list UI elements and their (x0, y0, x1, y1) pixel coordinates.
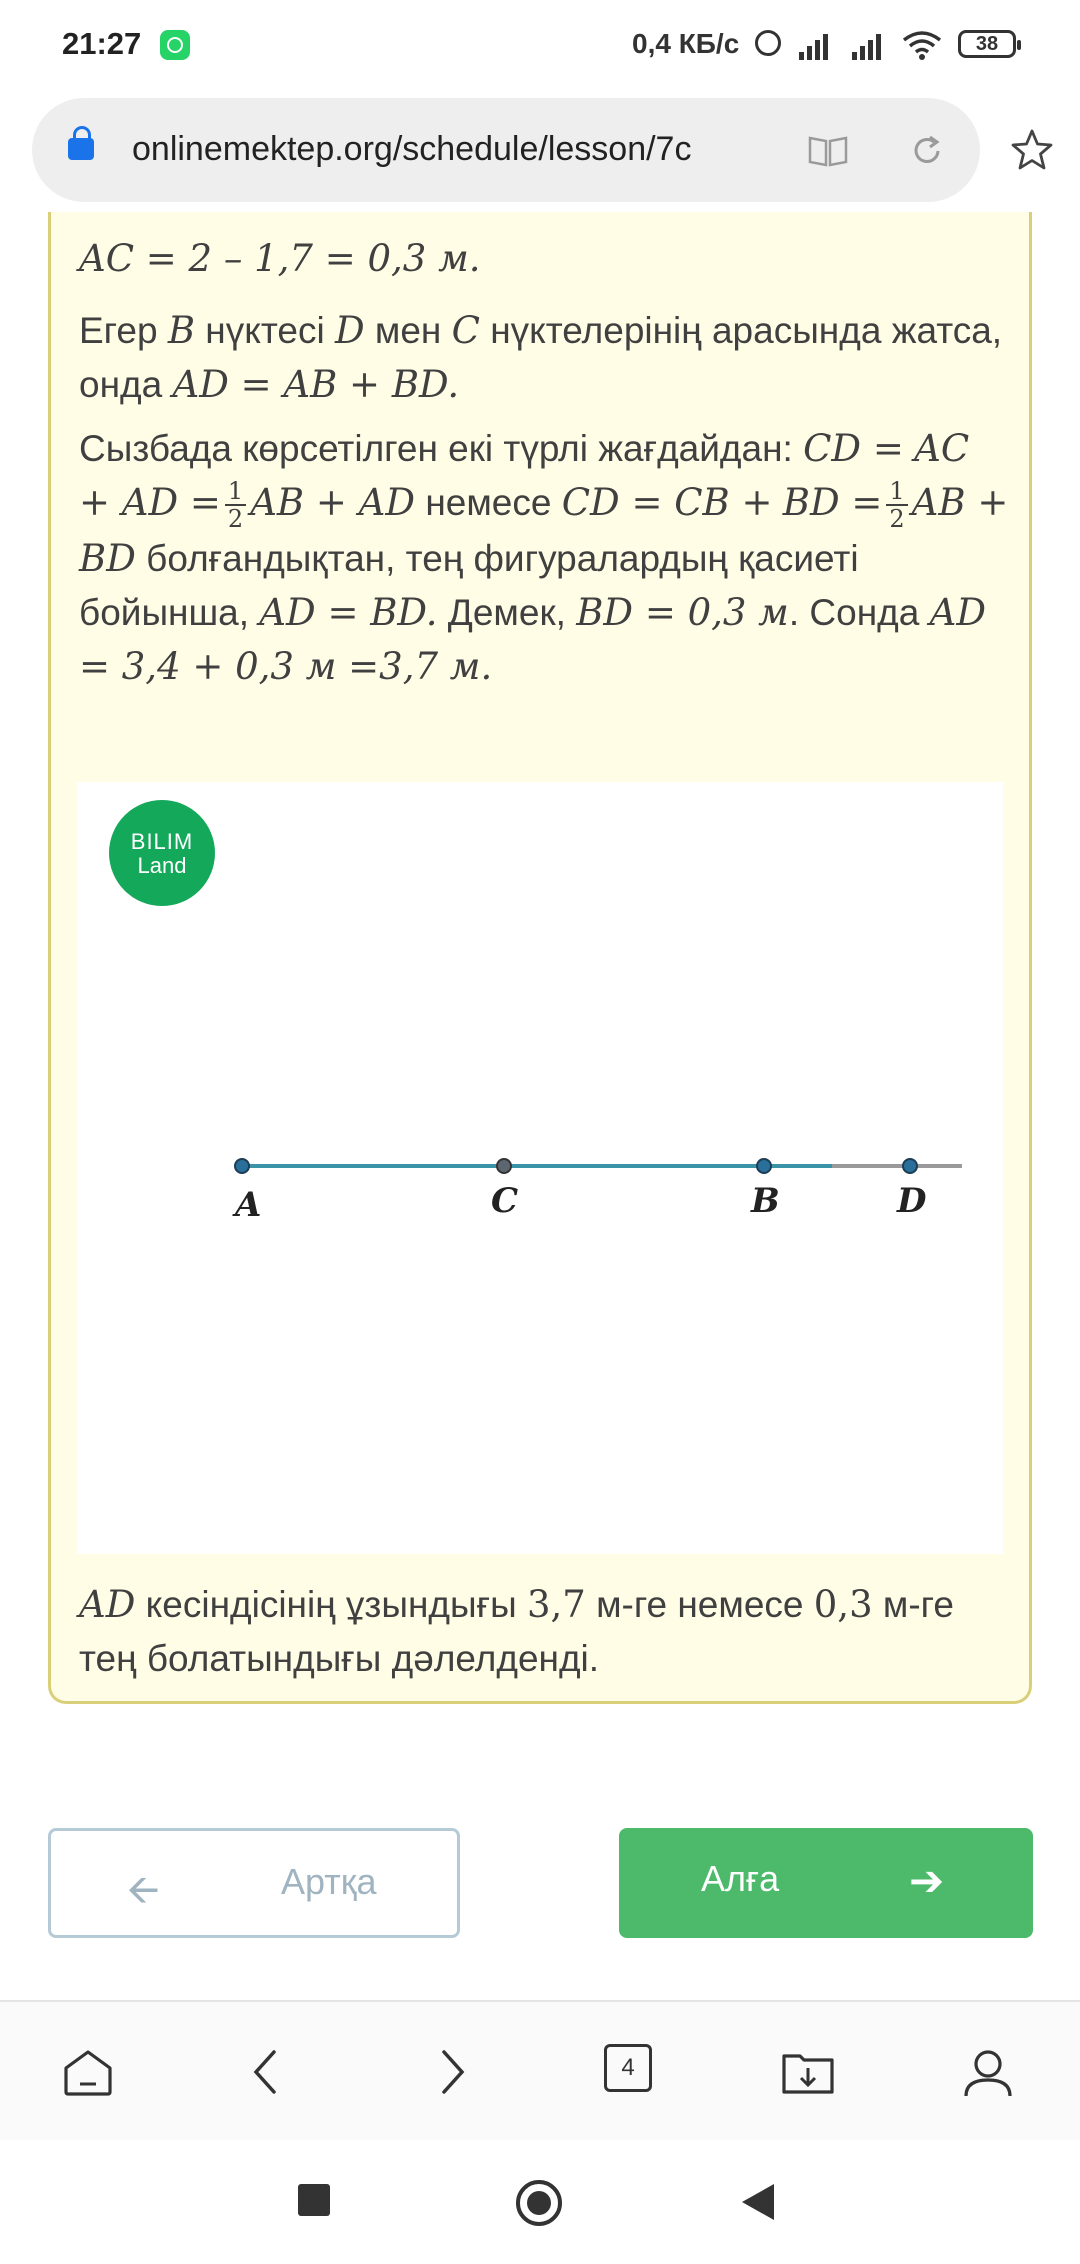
point-c (497, 1159, 511, 1173)
text: нүктесі (205, 310, 325, 351)
fraction-numerator: 1 (886, 478, 907, 506)
paragraph-conclusion (79, 1578, 1009, 1686)
alarm-icon (755, 30, 781, 56)
forward-button-label: Алға (701, 1858, 780, 1899)
tabs-icon[interactable]: 4 (604, 2044, 652, 2092)
wifi-icon (902, 30, 942, 60)
url-text[interactable]: onlinemektep.org/schedule/lesson/7c (132, 130, 692, 168)
text: мен (374, 310, 442, 351)
value-3-7: 3,7 (526, 1583, 586, 1626)
text: м-ге немесе (596, 1584, 804, 1625)
math-cd: CD = (803, 427, 904, 470)
reload-icon[interactable] (910, 134, 944, 168)
recents-icon[interactable] (298, 2184, 330, 2216)
paragraph-proof (79, 422, 1009, 694)
math-c: C (451, 309, 480, 352)
text: Демек, (447, 592, 566, 634)
math-ad-result: AD = 3,4 + 0,3 м =3,7 м. (79, 591, 987, 689)
point-d (903, 1159, 917, 1173)
math-ab-ad: AB + AD (250, 481, 416, 524)
back-button[interactable] (48, 1828, 460, 1938)
home-circle-icon[interactable] (516, 2180, 562, 2226)
status-time: 21:27 (62, 26, 142, 61)
lock-icon[interactable] (68, 138, 94, 160)
segment-drawing (77, 782, 1003, 1554)
lesson-card (48, 212, 1032, 1704)
fraction-numerator: 1 (225, 478, 246, 506)
system-nav-bar (0, 2140, 1080, 2264)
value-0-3: 0,3 (813, 1583, 873, 1626)
math-ad-sum: AD = AB + BD. (172, 363, 460, 406)
star-icon[interactable] (1010, 128, 1054, 172)
text: кесіндісінің ұзындығы (145, 1584, 517, 1625)
forward-icon[interactable] (422, 2044, 478, 2100)
status-bar (0, 0, 1080, 90)
math-ac-ad: AC + AD = (79, 427, 970, 524)
label-a: A (235, 1185, 262, 1225)
signal-icon (848, 30, 888, 60)
text: немесе (425, 482, 552, 523)
browser-toolbar (0, 2000, 1080, 2142)
fraction-half (225, 478, 246, 532)
text: болғандықтан, тең фигуралардың қасиеті бойынша, (79, 538, 859, 634)
math-ad-bd: AD = BD. (259, 591, 438, 635)
point-b (757, 1159, 771, 1173)
whatsapp-icon (160, 30, 190, 60)
label-b: B (751, 1181, 780, 1221)
text: м-ге тең болатындығы дәлелденді. (79, 1584, 954, 1679)
label-c: C (491, 1181, 519, 1221)
math-bd: BD = (782, 481, 883, 524)
math-b: B (167, 309, 196, 352)
segment-diagram (77, 782, 1003, 1554)
fraction-denominator: 2 (889, 505, 905, 534)
math-ad: AD (79, 1583, 136, 1626)
reader-mode-icon[interactable] (807, 134, 849, 168)
arrow-left-icon: 🡨 (127, 1868, 160, 1912)
paragraph-ac (79, 232, 1009, 286)
home-icon[interactable] (60, 2044, 116, 2100)
logo-text: BILIM (130, 829, 194, 854)
back-button-label: Артқа (281, 1861, 377, 1902)
paragraph-condition (79, 304, 1009, 412)
math-ab-bd: AB + BD (79, 481, 1009, 581)
math-d: D (334, 309, 365, 352)
text: . Сонда (788, 592, 920, 634)
address-bar[interactable] (32, 98, 980, 202)
network-speed: 0,4 КБ/с (632, 28, 740, 59)
label-d: D (897, 1181, 927, 1221)
downloads-icon[interactable] (780, 2044, 836, 2100)
fraction-half (886, 478, 907, 532)
arrow-right-icon: ➔ (909, 1857, 945, 1904)
text: нүктелерінің арасында жатса, онда (79, 310, 1003, 405)
text: Сызбада көрсетілген екі түрлі жағдайдан: (79, 428, 793, 469)
text: Егер (79, 310, 158, 351)
math-bd-value: BD = 0,3 м (576, 591, 789, 635)
profile-icon[interactable] (960, 2044, 1016, 2100)
logo-text: Land (137, 853, 187, 878)
back-icon[interactable] (240, 2044, 296, 2100)
battery-icon: 38 (958, 30, 1016, 58)
fraction-denominator: 2 (227, 505, 244, 534)
signal-icon (795, 30, 835, 60)
equation-ac: AC = 2 – 1,7 = 0,3 м. (79, 237, 481, 280)
math-cd-cb: CD = CB + (561, 481, 773, 524)
back-triangle-icon[interactable] (742, 2184, 774, 2220)
point-a (235, 1159, 249, 1173)
forward-button[interactable] (619, 1828, 1033, 1938)
